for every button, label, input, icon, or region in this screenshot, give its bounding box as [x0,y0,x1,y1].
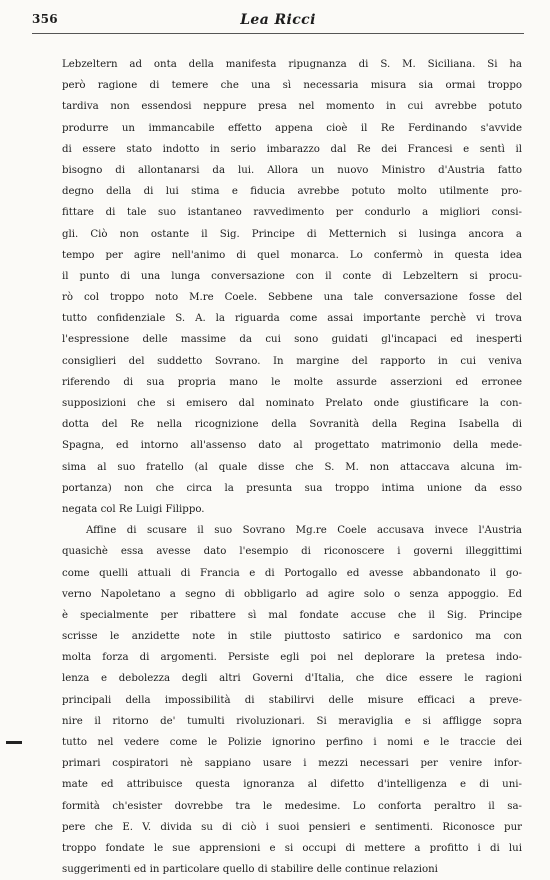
text-line: verno Napoletano a segno di obbligarlo ad agire solo o senza appoggio. Ed [62,588,522,600]
text-line: primari cospiratori nè sappiano usare i mezzi necessari per venire infor- [62,758,522,770]
text-line: formità ch'esister dovrebbe tra le medesime. Lo conforta peraltro il sa- [62,800,522,812]
body-text [62,54,522,880]
text-line: tardiva non essendosi neppure presa nel momento in cui avrebbe potuto [62,101,522,113]
paragraph [62,54,522,520]
text-line: tutto confidenziale S. A. la riguarda come assai importante perchè vi trova [62,313,522,325]
text-line: fittare di tale suo istantaneo ravvedimento per condurlo a migliori consi- [62,207,522,219]
text-line: portanza) non che circa la presunta sua troppo intima unione da esso [62,482,522,494]
header-rule [32,33,524,34]
text-line: il punto di una lunga conversazione con il conte di Lebzeltern si procu- [62,270,522,282]
text-line: riferendo di sua propria mano le molte assurde asserzioni ed erronee [62,376,522,388]
text-line: gli. Ciò non ostante il Sig. Principe di Metternich si lusinga ancora a [62,228,522,240]
text-line: Affine di scusare il suo Sovrano Mg.re Coele accusava invece l'Austria [86,525,522,537]
text-line: bisogno di allontanarsi da lui. Allora un nuovo Ministro d'Austria fatto [62,164,522,176]
text-line: quasichè essa avesse dato l'esempio di riconoscere i governi illeggittimi [62,546,522,558]
text-line: mate ed attribuisce questa ignoranza al difetto d'intelligenza e di uni- [62,779,522,791]
text-line: tempo per agire nell'animo di quel monarca. Lo confermò in questa idea [62,249,522,261]
text-line: però ragione di temere che una sì necessaria misura sia ormai troppo [62,80,522,92]
text-line: rò col troppo noto M.re Coele. Sebbene una tale conversazione fosse del [62,292,522,304]
text-line: negata col Re Luigi Filippo. [62,503,205,515]
text-line: Spagna, ed intorno all'assenso dato al progettato matrimonio della mede- [62,440,522,452]
page-header [32,12,524,32]
text-line: degno della di lui stima e fiducia avrebbe potuto molto utilmente pro- [62,186,522,198]
margin-mark [6,741,22,744]
text-line: sima al suo fratello (al quale disse che S. M. non attaccava alcuna im- [62,461,522,473]
text-line: consiglieri del suddetto Sovrano. In margine del rapporto in cui veniva [62,355,522,367]
text-line: lenza e debolezza degli altri Governi d'Italia, che dice essere le ragioni [62,673,522,685]
text-line: tutto nel vedere come le Polizie ignorino perfino i nomi e le traccie dei [62,737,522,748]
text-line: troppo fondate le sue apprensioni e si occupi di mettere a profitto i di lui [62,842,522,854]
text-line: è specialmente per ribattere sì mal fondate accuse che il Sig. Principe [62,609,522,621]
text-line: dotta del Re nella ricognizione della Sovranità della Regina Isabella di [62,419,522,431]
text-line: Lebzeltern ad onta della manifesta ripugnanza di S. M. Siciliana. Si ha [62,59,522,70]
text-line: l'espressione delle massime da cui sono guidati gl'incapaci ed inesperti [62,334,522,346]
text-line: produrre un immancabile effetto appena cioè il Re Ferdinando s'avvide [62,122,522,134]
text-line: nire il ritorno de' tumulti rivoluzionari. Si meraviglia e si affligge sopra [62,715,522,727]
text-line: principali della impossibilità di stabilirvi delle misure efficaci a preve- [62,694,522,706]
text-line: molta forza di argomenti. Persiste egli poi nel deplorare la pretesa indo- [62,652,522,664]
text-line: come quelli attuali di Francia e di Portogallo ed avesse abbandonato il go- [62,567,522,579]
text-line: scrisse le anzidette note in stile piuttosto satirico e sardonico ma con [62,631,522,643]
text-line: suggerimenti ed in particolare quello di stabilire delle continue relazioni [62,864,438,876]
paragraph [62,520,522,880]
text-line: di essere stato indotto in serio imbarazzo dal Re dei Francesi e sentì il [62,143,522,155]
text-line: supposizioni che si emisero dal nominato Prelato onde giustificare la con- [62,398,522,409]
text-line: pere che E. V. divida su di ciò i suoi pensieri e sentimenti. Riconosce pur [62,821,522,833]
page-number: 356 [32,12,58,26]
running-head: Lea Ricci [240,12,316,28]
